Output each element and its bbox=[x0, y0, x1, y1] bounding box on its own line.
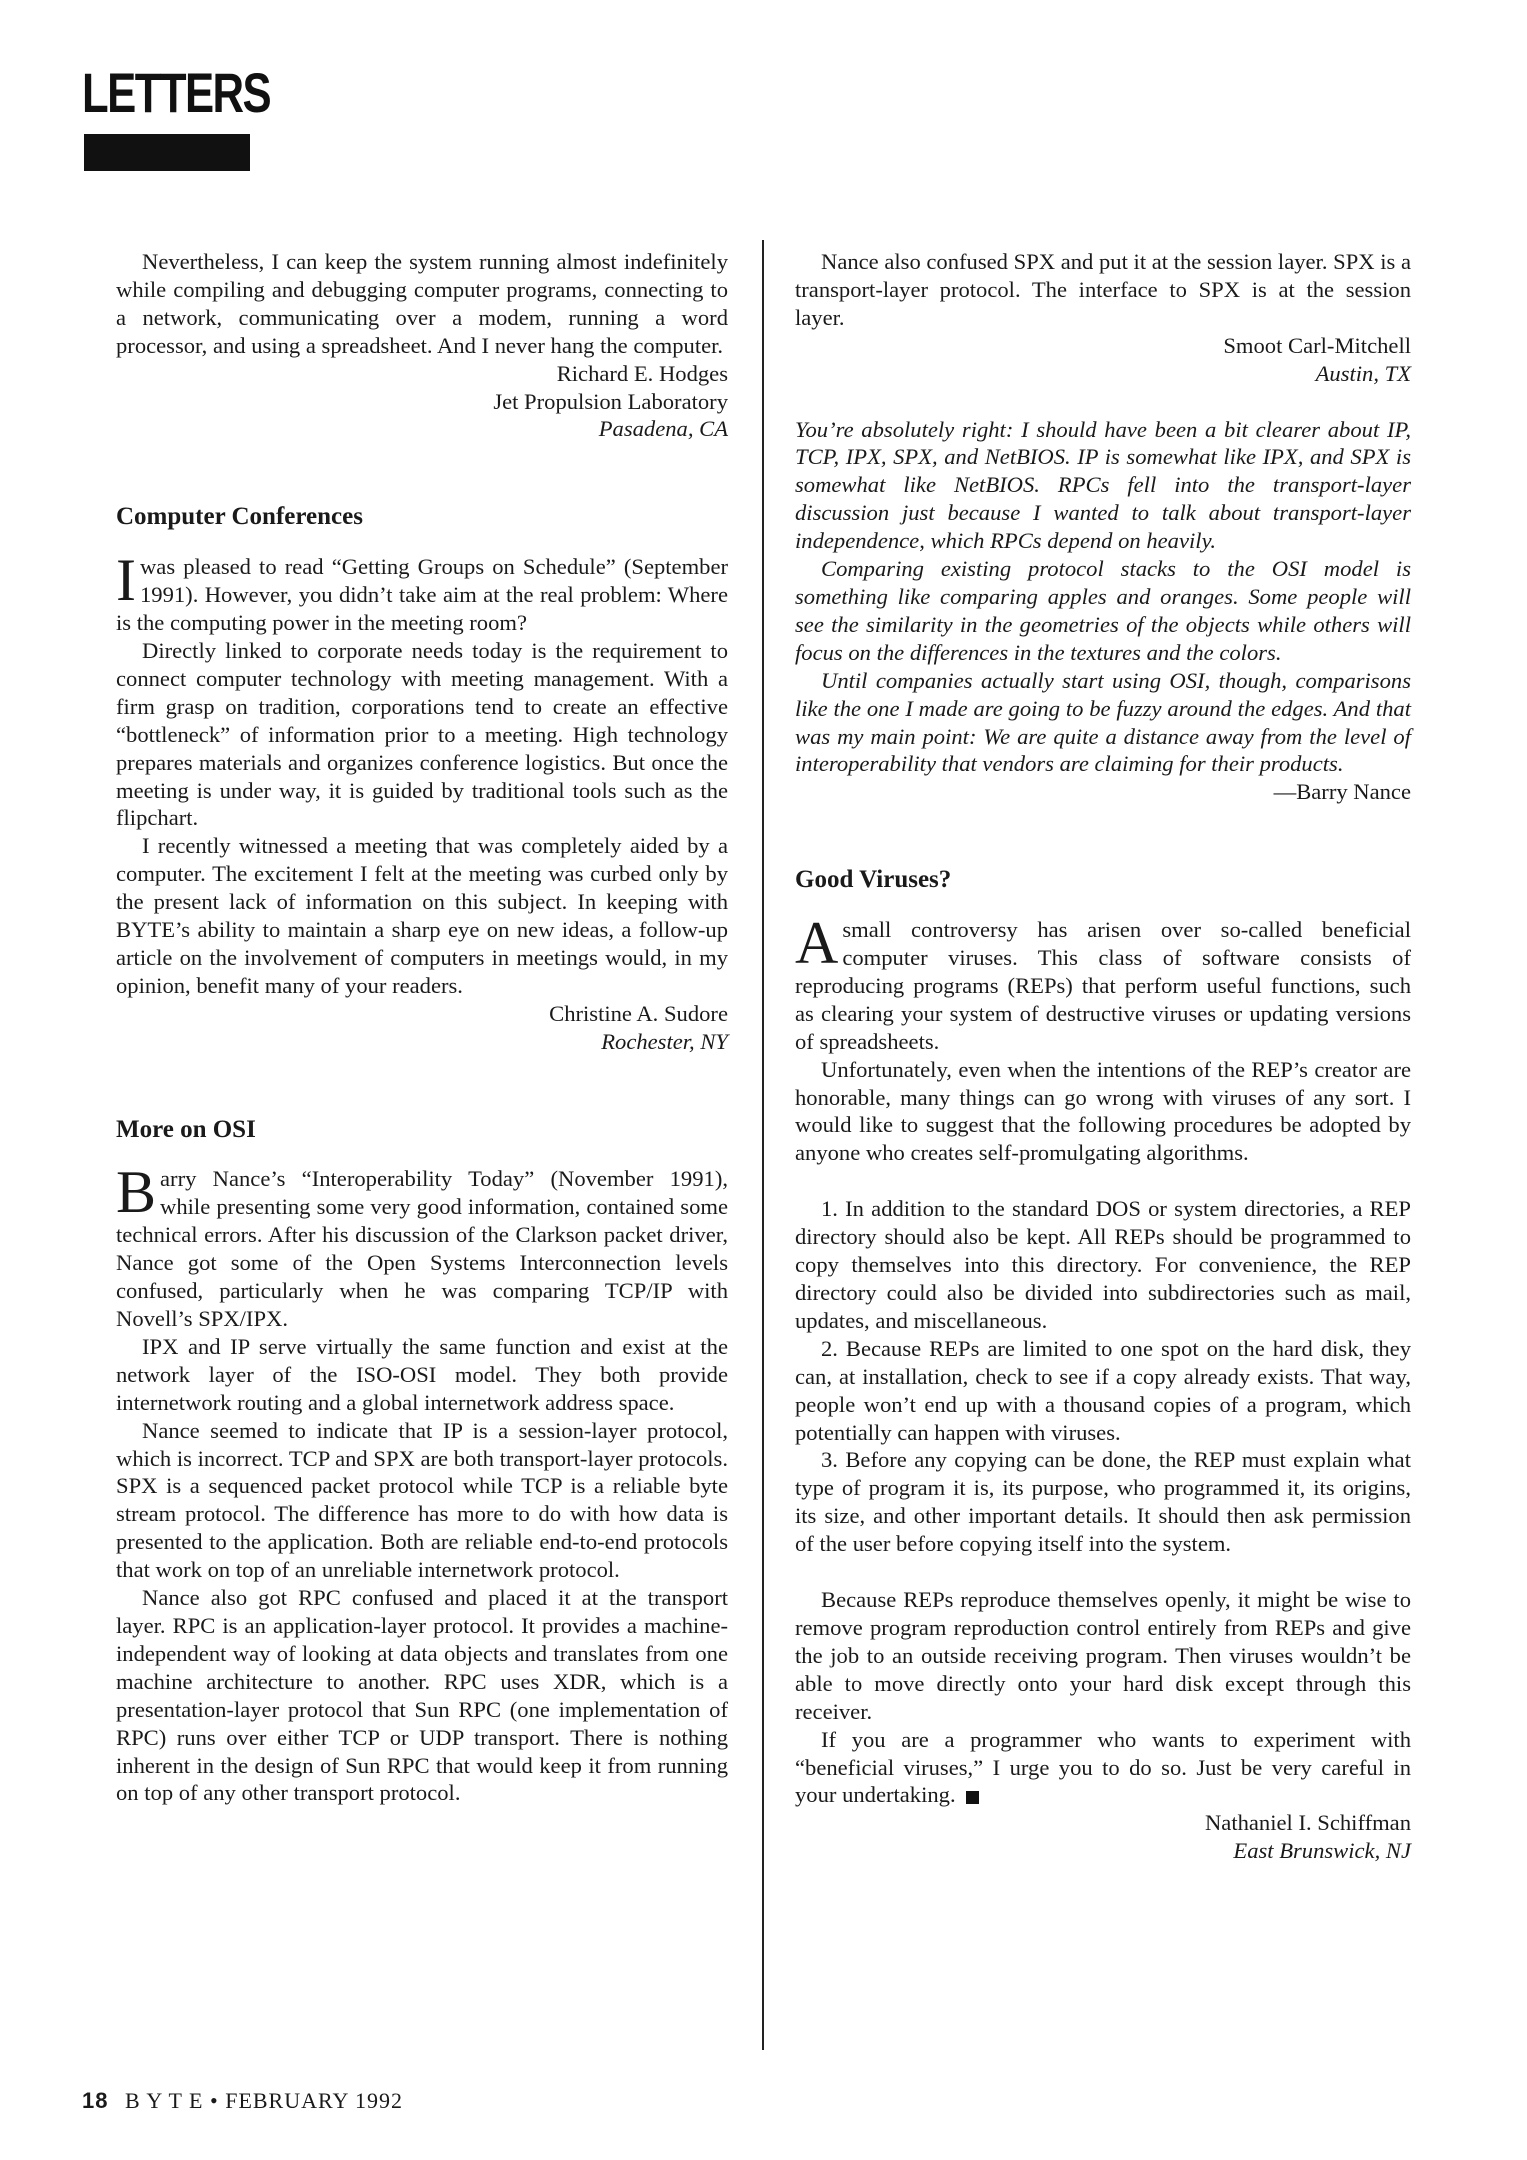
column-divider bbox=[762, 240, 764, 2050]
drop-cap: A bbox=[795, 910, 839, 977]
magazine-name: B Y T E bbox=[124, 2088, 204, 2113]
signature-location: East Brunswick, NJ bbox=[1233, 1838, 1411, 1864]
reply-paragraph: Comparing existing protocol stacks to the OSI model is something like comparing apples and oranges. Some people will see the similarity in the geometries of the objects while others will focus on the differences in the textures and the colors. bbox=[795, 556, 1411, 665]
paragraph-text: arry Nance’s “Interoperability Today” (November 1991), while presenting some very good information, contained some technical errors. After his discussion of the Clarkson packet driver, Nance got some of the Open Systems Interconnection levels confused, particularly when he was comparing TCP/IP with Novell’s SPX/IPX. bbox=[116, 1166, 728, 1331]
list-item: 2. Because REPs are limited to one spot on the hard disk, they can, at installation, check to see if a copy already exists. That way, people won’t end up with a thousand copies of a program, which potentially can happen with viruses. bbox=[795, 1335, 1411, 1445]
signature-name: Smoot Carl-Mitchell bbox=[1223, 332, 1411, 358]
section-title: LETTERS bbox=[82, 61, 271, 124]
letter-paragraph: Nance also confused SPX and put it at the session layer. SPX is a transport-layer protocol. The interface to SPX is at the session layer. bbox=[795, 249, 1411, 330]
paragraph-text: small controversy has arisen over so-called beneficial computer viruses. This class of software consists of reproducing programs (REPs) that perform useful functions, such as clearing your system of destructive viruses or updating versions of spreadsheets. bbox=[795, 917, 1411, 1054]
subheading-more-on-osi: More on OSI bbox=[116, 1115, 256, 1143]
letter-paragraph: Directly linked to corporate needs today is the requirement to connect computer technology with meeting management. With a firm grasp on tradition, corporations tend to create an effective “bottleneck” of information prior to a meeting. High technology prepares materials and organizes conference logistics. But once the meeting is under way, it is guided by traditional tools such as the flipchart. bbox=[116, 637, 728, 831]
letter-paragraph: Nance seemed to indicate that IP is a session-layer protocol, which is incorrect. TCP and SPX are both transport-layer protocols. SPX is a sequenced packet protocol while TCP is a reliable byte stream protocol. The difference has more to do with how data is presented to the application. Both are reliable end-to-end protocols that work on top of an unreliable internetwork protocol. bbox=[116, 1417, 728, 1583]
issue-date: FEBRUARY 1992 bbox=[225, 2088, 404, 2113]
letter-paragraph: Nance also got RPC confused and placed it at the transport layer. RPC is an application-layer protocol. It provides a machine-independent way of looking at data objects and translates from one machine architecture to another. RPC uses XDR, which is a presentation-layer protocol that Sun RPC (one implementation of RPC) runs over either TCP or UDP transport. There is nothing inherent in the design of Sun RPC that would keep it from running on top of any other transport protocol. bbox=[116, 1585, 728, 1806]
signature-block bbox=[116, 360, 728, 444]
list-item: 3. Before any copying can be done, the REP must explain what type of program it is, its purpose, who programmed it, its origins, its size, and other important details. It should then ask permission of the user before copying itself into the system. bbox=[795, 1447, 1411, 1557]
letter-paragraph: Unfortunately, even when the intentions of the REP’s creator are honorable, many things can go wrong with viruses of any sort. I would like to suggest that the following procedures be adopted by anyone who creates self-promulgating algorithms. bbox=[795, 1056, 1411, 1166]
reply-paragraph: Until companies actually start using OSI, though, comparisons like the one I made are going to be fuzzy around the edges. And that was my main point: We are quite a distance away from the level of interoperability that vendors are claiming for their products. bbox=[795, 667, 1411, 777]
footer-separator: • bbox=[210, 2088, 219, 2113]
reply-signature: —Barry Nance bbox=[1273, 779, 1411, 805]
drop-cap: I bbox=[116, 547, 136, 614]
signature-name: Nathaniel I. Schiffman bbox=[1204, 1810, 1411, 1836]
signature-name: Christine A. Sudore bbox=[549, 1000, 728, 1026]
letter-paragraph bbox=[795, 910, 1411, 1056]
paragraph-text: was pleased to read “Getting Groups on Schedule” (September 1991). However, you didn’t take aim at the real problem: Where is the computing power in the meeting room? bbox=[116, 554, 728, 636]
letter-paragraph: Nevertheless, I can keep the system running almost indefinitely while compiling and debugging computer programs, connecting to a network, communicating over a modem, running a word processor, and using a spreadsheet. And I never hang the computer. bbox=[116, 249, 728, 358]
signature-block bbox=[116, 1000, 728, 1056]
signature-location: Pasadena, CA bbox=[598, 416, 728, 442]
page-footer bbox=[82, 2088, 403, 2114]
author-reply bbox=[795, 416, 1411, 779]
letter-paragraph bbox=[116, 1159, 728, 1332]
letter-paragraph bbox=[116, 547, 728, 637]
letter-paragraph: I recently witnessed a meeting that was completely aided by a computer. The excitement I felt at the meeting was curbed only by the present lack of information on this subject. In keeping with BYTE’s ability to maintain a sharp eye on new ideas, a follow-up article on the involvement of computers in meetings would, in my opinion, benefit many of your readers. bbox=[116, 833, 728, 998]
reply-paragraph: You’re absolutely right: I should have been a bit clearer about IP, TCP, IPX, SPX, and NetBIOS. IP is somewhat like IPX, and SPX is somewhat like NetBIOS. RPCs fell into the transport-layer discussion just because I wanted to talk about transport-layer independence, which RPCs depend on heavily. bbox=[795, 416, 1411, 554]
subheading-good-viruses: Good Viruses? bbox=[795, 866, 952, 894]
signature-name: Richard E. Hodges bbox=[556, 360, 728, 386]
title-bar bbox=[84, 134, 250, 171]
subheading-computer-conferences: Computer Conferences bbox=[116, 503, 363, 531]
right-column bbox=[795, 248, 1411, 1865]
signature-location: Rochester, NY bbox=[601, 1028, 728, 1054]
end-mark-icon bbox=[966, 1791, 979, 1804]
signature-org: Jet Propulsion Laboratory bbox=[493, 388, 728, 414]
letter-paragraph: IPX and IP serve virtually the same function and exist at the network layer of the ISO-OSI model. They both provide internetwork routing and a global internetwork address space. bbox=[116, 1333, 728, 1415]
signature-block bbox=[795, 332, 1411, 388]
letter-paragraph: Because REPs reproduce themselves openly, it might be wise to remove program reproduction control entirely from REPs and give the job to an outside receiving program. Then viruses wouldn’t be able to move directly onto your hard disk except through this receiver. bbox=[795, 1587, 1411, 1724]
page-number: 18 bbox=[82, 2088, 109, 2113]
paragraph-text: If you are a programmer who wants to experiment with “beneficial viruses,” I urge you to do so. Just be very careful in your undertaking. bbox=[795, 1726, 1411, 1808]
signature-block bbox=[795, 1809, 1411, 1865]
list-item: 1. In addition to the standard DOS or system directories, a REP directory should also be kept. All REPs should be programmed to copy themselves into this directory. For convenience, the REP directory could also be divided into subdirectories such as mail, updates, and miscellaneous. bbox=[795, 1196, 1411, 1333]
drop-cap: B bbox=[116, 1159, 157, 1226]
left-column bbox=[116, 248, 728, 1807]
letter-paragraph bbox=[795, 1726, 1411, 1810]
signature-location: Austin, TX bbox=[1315, 360, 1411, 386]
